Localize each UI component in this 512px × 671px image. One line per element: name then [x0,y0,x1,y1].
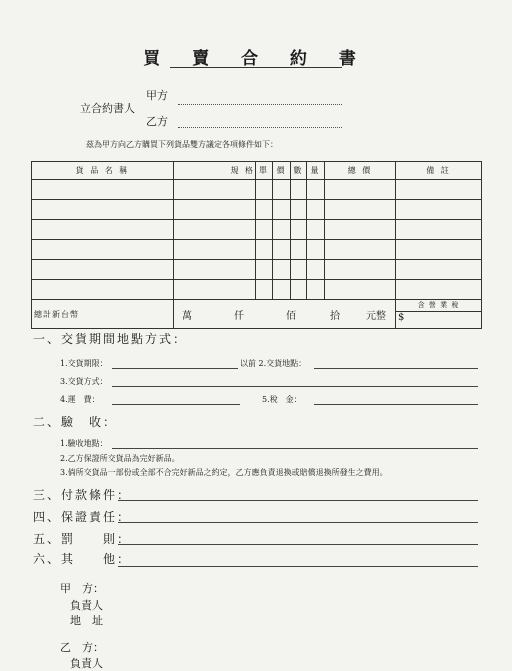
table-row[interactable] [32,220,482,240]
total-amount-units[interactable] [174,300,396,329]
delivery-deadline-field[interactable] [112,368,238,369]
table-row[interactable] [32,200,482,220]
section-penalty: 五、罰 則： [33,532,132,546]
unit-qian: 仟 [234,311,244,322]
tax-label: 含 營 業 稅 [396,300,481,312]
warranty-field[interactable] [118,522,478,523]
header-total: 總 價 [325,162,396,180]
section-inspection: 二、驗 收： [33,415,118,429]
table-row[interactable] [32,180,482,200]
header-amount: 量 [307,162,325,180]
party-b-field[interactable] [178,127,342,128]
table-row[interactable] [32,260,482,280]
unit-wan: 萬 [182,311,192,322]
goods-table [31,161,482,329]
header-spec: 規 格 [174,162,256,180]
currency-symbol: $ [398,312,405,323]
title-underline [170,67,342,68]
header-price: 價 [273,162,291,180]
inspection-clause-3: 3.倘所交貨品一部份或全部不合完好新品之約定，乙方應負責退換或賠償退換所發生之費用。 [60,468,388,477]
header-remarks: 備 註 [396,162,482,180]
section-payment: 三、付款條件： [33,488,132,502]
header-item-name: 貨 品 名 稱 [32,162,174,180]
header-unit: 單 [256,162,273,180]
table-row[interactable] [32,280,482,300]
signatory-label: 立合約書人 [80,102,135,115]
table-row[interactable] [32,240,482,260]
tax-cell[interactable] [396,300,482,329]
signature-address-a: 地 址 [70,614,103,627]
delivery-deadline-label: 1.交貨期限： [60,359,108,368]
unit-yuan: 元整 [366,311,386,322]
freight-label: 4.運 費： [60,395,100,404]
tax-label-item: 5.稅 金： [262,395,302,404]
freight-field[interactable] [112,404,240,405]
delivery-location-label: 以前 2.交貨地點： [240,359,307,368]
intro-text: 茲為甲方向乙方購買下列貨品雙方議定各項條件如下： [86,140,278,149]
total-row [32,300,482,329]
signature-person-in-charge-b: 負責人 [70,657,103,670]
section-warranty: 四、保證責任： [33,510,132,524]
total-label: 總計新台幣 [32,300,174,329]
section-delivery: 一、交貨期間地點方式： [33,332,188,346]
signature-party-b: 乙 方： [60,641,104,654]
header-qty: 數 [291,162,307,180]
document-title: 買 賣 合 約 書 [143,49,369,69]
inspection-location-field[interactable] [112,448,478,449]
delivery-method-label: 3.交貨方式： [60,377,108,386]
table-header-row [32,162,482,180]
section-other: 六、其 他： [33,552,132,566]
party-a-field[interactable] [178,104,342,105]
delivery-location-field[interactable] [314,368,478,369]
signature-party-a: 甲 方： [60,582,104,595]
tax-field[interactable] [314,404,478,405]
unit-shi: 拾 [330,311,340,322]
inspection-clause-2: 2.乙方保證所交貨品為完好新品。 [60,454,180,463]
delivery-method-field[interactable] [112,386,478,387]
signature-person-in-charge-a: 負責人 [70,599,103,612]
unit-bai: 佰 [286,311,296,322]
party-b-label: 乙方 [146,115,168,128]
payment-field[interactable] [118,500,478,501]
party-a-label: 甲方 [146,89,168,102]
inspection-location-label: 1.驗收地點： [60,439,108,448]
penalty-field[interactable] [118,544,478,545]
other-field[interactable] [118,566,478,567]
